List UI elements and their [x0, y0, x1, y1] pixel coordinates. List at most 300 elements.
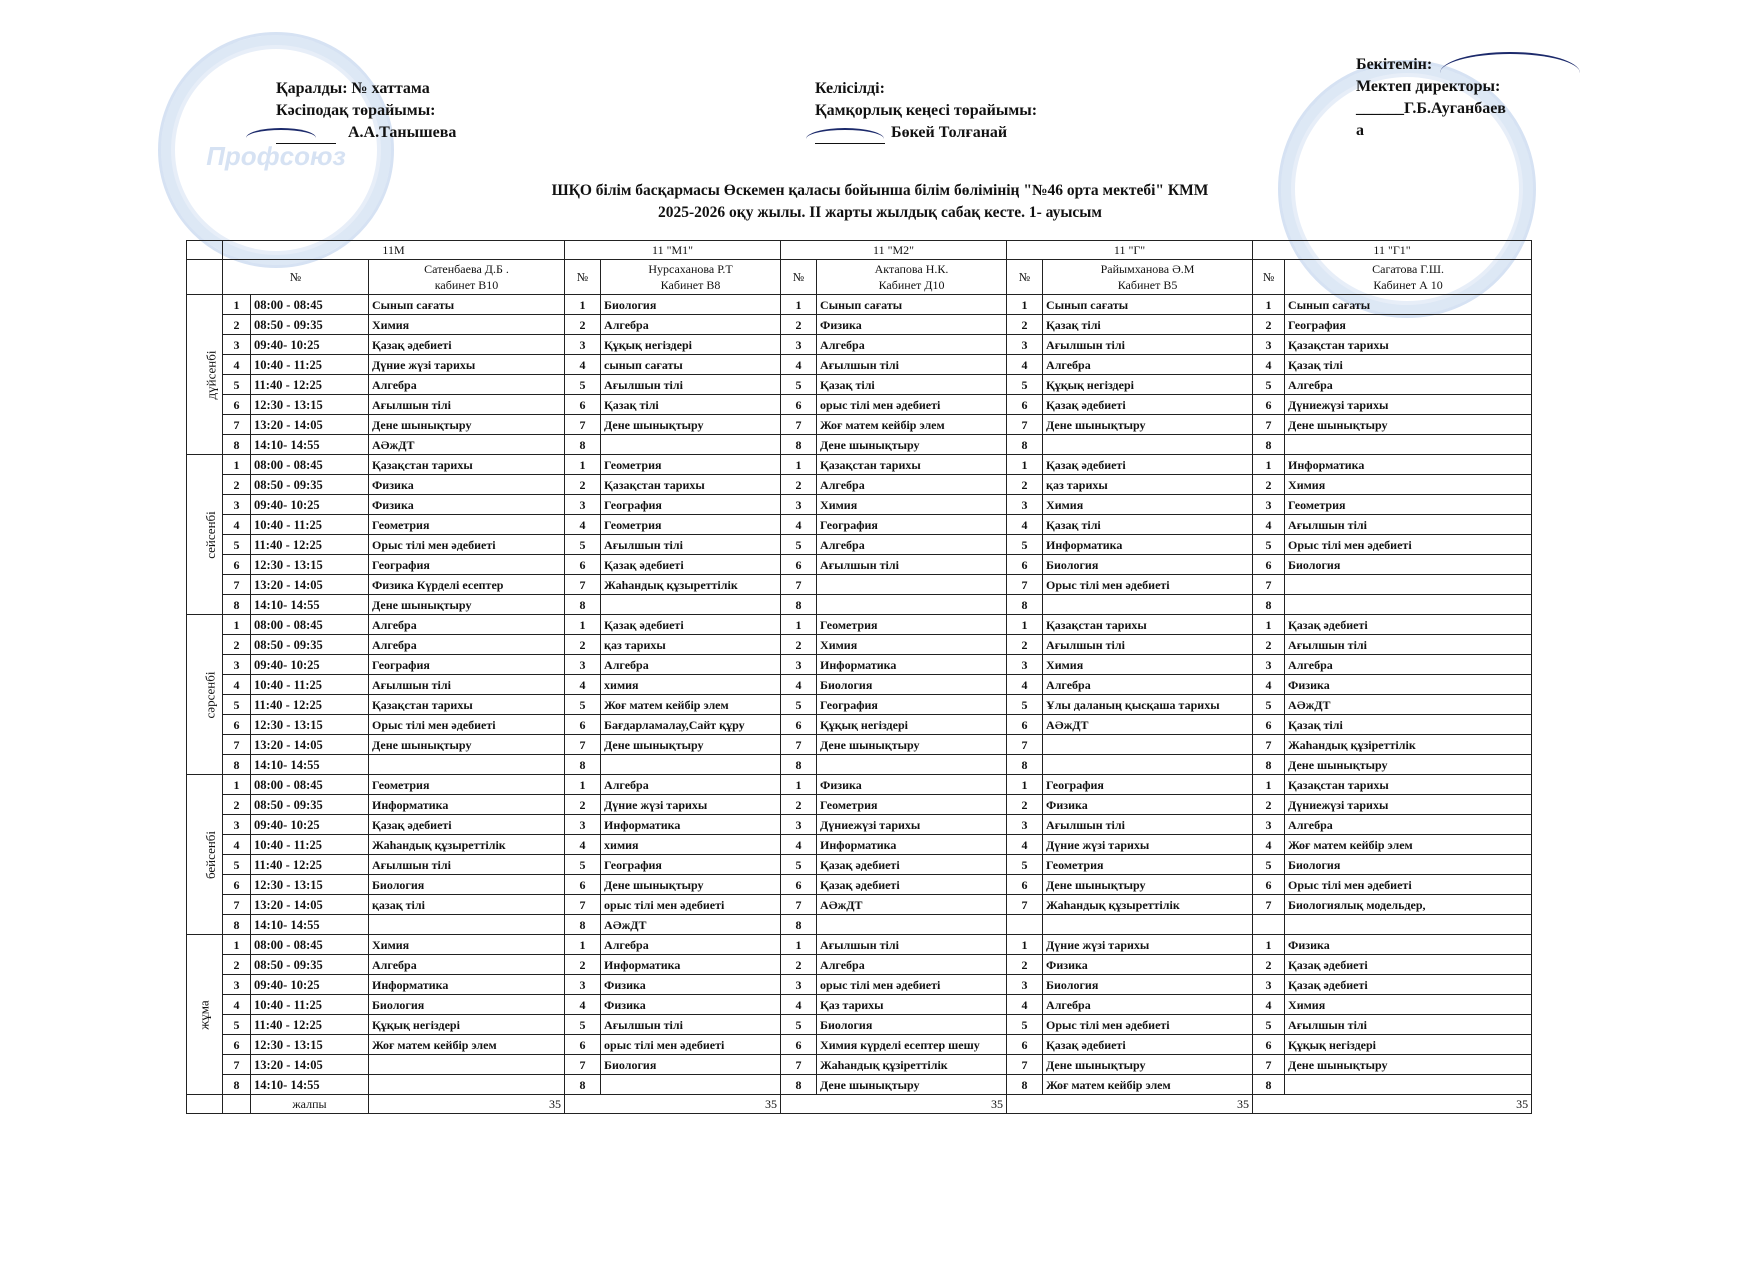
subject-cell: Информатика — [601, 815, 781, 835]
subject-cell: География — [601, 495, 781, 515]
lesson-number: 7 — [1007, 1055, 1043, 1075]
lesson-time: 13:20 - 14:05 — [251, 575, 369, 595]
corner-cell — [187, 260, 223, 295]
lesson-number: 8 — [1253, 1075, 1285, 1095]
subject-cell — [817, 575, 1007, 595]
lesson-time: 08:50 - 09:35 — [251, 475, 369, 495]
lesson-number: 6 — [1253, 395, 1285, 415]
day-name: сәрсенбі — [202, 671, 218, 718]
teacher-name: Актапова Н.К. — [874, 262, 949, 276]
subject-cell: Алгебра — [1285, 815, 1532, 835]
lesson-row — [187, 375, 1532, 395]
subject-cell: Құқық негіздері — [369, 1015, 565, 1035]
lesson-time: 10:40 - 11:25 — [251, 835, 369, 855]
class-teacher-room — [817, 260, 1007, 295]
subject-cell: химия — [601, 675, 781, 695]
subject-cell: Геометрия — [1285, 495, 1532, 515]
lesson-number: 5 — [1007, 1015, 1043, 1035]
lesson-time: 09:40- 10:25 — [251, 655, 369, 675]
subject-cell: Ағылшын тілі — [1043, 635, 1253, 655]
lesson-number: 3 — [1007, 655, 1043, 675]
lesson-number: 7 — [781, 575, 817, 595]
lesson-number: 3 — [1007, 815, 1043, 835]
subject-cell: Дене шынықтыру — [369, 735, 565, 755]
teacher-name: Нурсаханова Р.Т — [648, 262, 733, 276]
subject-cell: Жаһандық құзыреттілік — [369, 835, 565, 855]
subject-cell: Биология — [817, 675, 1007, 695]
subject-cell: Физика — [369, 475, 565, 495]
lesson-number: 7 — [223, 415, 251, 435]
day-cell — [187, 295, 223, 455]
subject-cell: Құқық негіздері — [1285, 1035, 1532, 1055]
subject-cell: Информатика — [1043, 535, 1253, 555]
lesson-number: 7 — [565, 1055, 601, 1075]
lesson-number: 8 — [781, 435, 817, 455]
signature-mark — [1440, 52, 1580, 94]
subject-cell: Ағылшын тілі — [1285, 1015, 1532, 1035]
lesson-time: 10:40 - 11:25 — [251, 995, 369, 1015]
class-name: 11 "Г1" — [1253, 241, 1532, 260]
subject-cell: Дүниежүзі тарихы — [1285, 795, 1532, 815]
lesson-number: 5 — [781, 535, 817, 555]
subject-cell: орыс тілі мен әдебиеті — [817, 395, 1007, 415]
lesson-number: 4 — [1253, 675, 1285, 695]
subject-cell: Информатика — [369, 975, 565, 995]
director-name-wrap: а — [1356, 122, 1364, 139]
board-chair-name: Бөкей Толғанай — [891, 124, 1008, 141]
lesson-number: 7 — [1253, 735, 1285, 755]
subject-cell: Сынып сағаты — [1285, 295, 1532, 315]
lesson-number: 8 — [565, 595, 601, 615]
subject-cell: Ағылшын тілі — [817, 555, 1007, 575]
lesson-number: 4 — [1007, 995, 1043, 1015]
subject-cell: Дене шынықтыру — [817, 1075, 1007, 1095]
lesson-number: 2 — [781, 955, 817, 975]
subject-cell: Ағылшын тілі — [817, 355, 1007, 375]
subject-cell: Қазақ әдебиеті — [601, 555, 781, 575]
subject-cell: Дене шынықтыру — [369, 415, 565, 435]
subject-cell: Физика — [369, 495, 565, 515]
lesson-number: 2 — [565, 315, 601, 335]
subject-cell: Алгебра — [601, 775, 781, 795]
subject-cell: Жоғ матем кейбір элем — [601, 695, 781, 715]
lesson-row — [187, 715, 1532, 735]
lesson-number: 2 — [781, 475, 817, 495]
lesson-time: 12:30 - 13:15 — [251, 395, 369, 415]
lesson-row — [187, 775, 1532, 795]
lesson-time: 08:50 - 09:35 — [251, 315, 369, 335]
lesson-number: 7 — [223, 895, 251, 915]
lesson-number: 5 — [1253, 375, 1285, 395]
lesson-number: 4 — [781, 515, 817, 535]
subject-cell: Геометрия — [601, 455, 781, 475]
subject-cell: Физика — [1043, 795, 1253, 815]
lesson-row — [187, 515, 1532, 535]
lesson-row — [187, 975, 1532, 995]
day-name: дүйсенбі — [203, 350, 219, 399]
lesson-number: 3 — [1253, 335, 1285, 355]
lesson-time: 14:10- 14:55 — [251, 595, 369, 615]
subject-cell — [601, 755, 781, 775]
lesson-row — [187, 955, 1532, 975]
subject-cell — [817, 595, 1007, 615]
subject-cell: Жаһандық құзіреттілік — [817, 1055, 1007, 1075]
lesson-number: 4 — [223, 995, 251, 1015]
lesson-row — [187, 915, 1532, 935]
teacher-name: Райымханова Ә.М — [1100, 262, 1195, 276]
subject-cell: География — [369, 555, 565, 575]
lesson-number: 6 — [223, 1035, 251, 1055]
subject-cell: Құқық негіздері — [1043, 375, 1253, 395]
subject-cell: Дене шынықтыру — [1043, 875, 1253, 895]
lesson-number: 4 — [565, 355, 601, 375]
subject-cell: қаз тарихы — [601, 635, 781, 655]
lesson-row — [187, 675, 1532, 695]
lesson-number: 8 — [223, 915, 251, 935]
lesson-number: 3 — [1253, 655, 1285, 675]
lesson-number: 4 — [781, 675, 817, 695]
subject-cell: Информатика — [817, 835, 1007, 855]
lesson-number: 1 — [781, 295, 817, 315]
subject-cell: Физика Күрделі есептер — [369, 575, 565, 595]
subject-cell: Биология — [369, 995, 565, 1015]
lesson-number: 7 — [223, 575, 251, 595]
lesson-number: 7 — [565, 575, 601, 595]
lesson-number: 8 — [781, 1075, 817, 1095]
subject-cell — [369, 915, 565, 935]
subject-cell: Қазақстан тарихы — [601, 475, 781, 495]
subject-cell: Химия — [1285, 995, 1532, 1015]
lesson-number: 6 — [781, 1035, 817, 1055]
subject-cell — [1043, 735, 1253, 755]
subject-cell: Ұлы даланың қысқаша тарихы — [1043, 695, 1253, 715]
lesson-number: 7 — [565, 895, 601, 915]
class-name-row — [187, 241, 1532, 260]
num-header: № — [223, 260, 369, 295]
subject-cell: Алгебра — [369, 635, 565, 655]
lesson-number: 3 — [781, 335, 817, 355]
subject-cell: Дене шынықтыру — [601, 735, 781, 755]
subject-cell: Физика — [1043, 955, 1253, 975]
subject-cell: Қазақ әдебиеті — [369, 335, 565, 355]
lesson-number: 4 — [223, 355, 251, 375]
lesson-number: 8 — [223, 1075, 251, 1095]
document-title — [470, 180, 1290, 224]
subject-cell: Ағылшын тілі — [601, 535, 781, 555]
lesson-row — [187, 355, 1532, 375]
lesson-number: 3 — [1253, 815, 1285, 835]
lesson-row — [187, 855, 1532, 875]
subject-cell: Дене шынықтыру — [1285, 755, 1532, 775]
subject-cell: Қазақстан тарихы — [369, 695, 565, 715]
subject-cell: Алгебра — [601, 935, 781, 955]
subject-cell: Геометрия — [817, 615, 1007, 635]
lesson-number: 6 — [223, 715, 251, 735]
lesson-number: 6 — [565, 715, 601, 735]
lesson-time: 08:00 - 08:45 — [251, 935, 369, 955]
subject-cell: Қазақ әдебиеті — [601, 615, 781, 635]
lesson-number: 4 — [565, 995, 601, 1015]
subject-cell: Алгебра — [817, 955, 1007, 975]
subject-cell — [1285, 575, 1532, 595]
lesson-number: 8 — [565, 1075, 601, 1095]
subject-cell: Алгебра — [601, 655, 781, 675]
lesson-number: 5 — [565, 535, 601, 555]
total-value: 35 — [1253, 1095, 1532, 1114]
subject-cell: орыс тілі мен әдебиеті — [601, 1035, 781, 1055]
subject-cell — [1043, 435, 1253, 455]
subject-cell: Қазақ әдебиеті — [817, 875, 1007, 895]
lesson-number: 6 — [1007, 875, 1043, 895]
lesson-number: 5 — [223, 375, 251, 395]
lesson-number: 6 — [781, 395, 817, 415]
subject-cell: Құқық негіздері — [601, 335, 781, 355]
lesson-number: 7 — [781, 895, 817, 915]
lesson-time: 10:40 - 11:25 — [251, 355, 369, 375]
lesson-number: 8 — [781, 755, 817, 775]
lesson-number: 4 — [565, 675, 601, 695]
lesson-number: 4 — [781, 355, 817, 375]
class-name: 11 "Г" — [1007, 241, 1253, 260]
lesson-time: 09:40- 10:25 — [251, 815, 369, 835]
lesson-number: 1 — [565, 295, 601, 315]
subject-cell: АӘжДТ — [817, 895, 1007, 915]
lesson-time: 11:40 - 12:25 — [251, 535, 369, 555]
lesson-number: 4 — [1007, 675, 1043, 695]
subject-cell — [1043, 915, 1253, 935]
subject-cell: Жоғ матем кейбір элем — [369, 1035, 565, 1055]
lesson-number: 2 — [781, 795, 817, 815]
subject-cell: Физика — [1285, 935, 1532, 955]
subject-cell: Қазақстан тарихы — [1285, 335, 1532, 355]
lesson-number: 4 — [1007, 515, 1043, 535]
lesson-row — [187, 875, 1532, 895]
subject-cell: Қазақ тілі — [601, 395, 781, 415]
lesson-number: 4 — [1007, 355, 1043, 375]
lesson-number: 1 — [565, 615, 601, 635]
lesson-number: 6 — [781, 875, 817, 895]
stamp-text: Профсоюз — [206, 140, 346, 171]
day-cell — [187, 935, 223, 1095]
lesson-number: 5 — [223, 1015, 251, 1035]
lesson-time: 13:20 - 14:05 — [251, 1055, 369, 1075]
subject-cell: Дене шынықтыру — [817, 435, 1007, 455]
subject-cell — [1285, 915, 1532, 935]
subject-cell: Химия — [1285, 475, 1532, 495]
lesson-number: 8 — [565, 915, 601, 935]
subject-cell: Жоғ матем кейбір элем — [1285, 835, 1532, 855]
subject-cell: Қазақстан тарихы — [817, 455, 1007, 475]
lesson-number: 2 — [1253, 315, 1285, 335]
subject-cell: Биология — [369, 875, 565, 895]
trade-union-chair-name: А.А.Танышева — [348, 124, 457, 141]
lesson-time: 08:00 - 08:45 — [251, 455, 369, 475]
lesson-row — [187, 555, 1532, 575]
approval-label: Бекітемін: — [1356, 56, 1433, 73]
lesson-number: 2 — [1253, 635, 1285, 655]
subject-cell: Информатика — [369, 795, 565, 815]
lesson-number: 1 — [1253, 295, 1285, 315]
lesson-number: 3 — [223, 975, 251, 995]
subject-cell: Ағылшын тілі — [601, 375, 781, 395]
lesson-number: 2 — [565, 955, 601, 975]
lesson-time: 13:20 - 14:05 — [251, 895, 369, 915]
subject-cell: Физика — [601, 995, 781, 1015]
lesson-time: 12:30 - 13:15 — [251, 875, 369, 895]
lesson-number: 3 — [565, 335, 601, 355]
lesson-number: 5 — [223, 535, 251, 555]
subject-cell — [601, 595, 781, 615]
lesson-number: 7 — [565, 735, 601, 755]
subject-cell: Геометрия — [1043, 855, 1253, 875]
subject-cell: Жаһандық құзіреттілік — [1285, 735, 1532, 755]
subject-cell: География — [817, 695, 1007, 715]
lesson-number: 5 — [781, 375, 817, 395]
subject-cell — [1043, 755, 1253, 775]
lesson-number: 8 — [223, 755, 251, 775]
total-row — [187, 1095, 1532, 1114]
total-value: 35 — [1007, 1095, 1253, 1114]
room-name: Кабинет В5 — [1117, 278, 1178, 292]
lesson-number: 1 — [1253, 615, 1285, 635]
subject-cell: Жаһандық құзыреттілік — [1043, 895, 1253, 915]
lesson-number: 6 — [1253, 1035, 1285, 1055]
lesson-row — [187, 395, 1532, 415]
lesson-number: 4 — [1253, 355, 1285, 375]
lesson-number: 2 — [1007, 635, 1043, 655]
lesson-number: 3 — [223, 655, 251, 675]
lesson-time: 13:20 - 14:05 — [251, 735, 369, 755]
lesson-row — [187, 415, 1532, 435]
lesson-row — [187, 295, 1532, 315]
lesson-number: 8 — [565, 435, 601, 455]
lesson-number: 3 — [1007, 975, 1043, 995]
lesson-time: 14:10- 14:55 — [251, 1075, 369, 1095]
total-value: 35 — [565, 1095, 781, 1114]
lesson-number: 8 — [1007, 435, 1043, 455]
lesson-number: 6 — [1007, 555, 1043, 575]
day-name: бейсенбі — [203, 830, 219, 879]
title-line-1: ШҚО білім басқармасы Өскемен қаласы бойынша білім бөлімінің "№46 орта мектебі" КММ — [551, 182, 1209, 199]
class-teacher-room — [601, 260, 781, 295]
subject-cell: Дене шынықтыру — [817, 735, 1007, 755]
agreement-label: Келісілді: — [815, 80, 885, 97]
lesson-number: 2 — [1253, 475, 1285, 495]
lesson-number: 7 — [1007, 415, 1043, 435]
lesson-number: 6 — [1253, 875, 1285, 895]
subject-cell — [1285, 595, 1532, 615]
subject-cell: Қазақ тілі — [1285, 355, 1532, 375]
total-value: 35 — [369, 1095, 565, 1114]
lesson-number: 5 — [1007, 535, 1043, 555]
lesson-number: 6 — [223, 875, 251, 895]
lesson-number: 4 — [1253, 515, 1285, 535]
lesson-time: 14:10- 14:55 — [251, 435, 369, 455]
lesson-row — [187, 575, 1532, 595]
class-teacher-room — [369, 260, 565, 295]
lesson-number: 4 — [1007, 835, 1043, 855]
subject-cell: Физика — [817, 775, 1007, 795]
lesson-number: 8 — [1253, 595, 1285, 615]
subject-cell: Биологиялық модельдер, — [1285, 895, 1532, 915]
lesson-number: 8 — [565, 755, 601, 775]
lesson-number: 7 — [781, 1055, 817, 1075]
subject-cell: Биология — [1285, 555, 1532, 575]
subject-cell: Алгебра — [1043, 675, 1253, 695]
lesson-time: 12:30 - 13:15 — [251, 555, 369, 575]
lesson-number: 7 — [781, 735, 817, 755]
lesson-number: 2 — [565, 475, 601, 495]
lesson-number: 1 — [1253, 455, 1285, 475]
lesson-number: 7 — [1253, 575, 1285, 595]
subject-cell: Қазақ әдебиеті — [1285, 955, 1532, 975]
director-name: ______Г.Б.Ауганбаев — [1356, 100, 1506, 117]
lesson-number: 4 — [565, 515, 601, 535]
subject-cell: Қазақ әдебиеті — [1043, 395, 1253, 415]
subject-cell: Қазақ тілі — [1043, 515, 1253, 535]
lesson-row — [187, 935, 1532, 955]
lesson-time: 12:30 - 13:15 — [251, 715, 369, 735]
lesson-time: 08:00 - 08:45 — [251, 295, 369, 315]
lesson-number: 3 — [565, 975, 601, 995]
lesson-number: 5 — [1253, 1015, 1285, 1035]
lesson-time: 11:40 - 12:25 — [251, 1015, 369, 1035]
subject-cell: География — [817, 515, 1007, 535]
lesson-number: 1 — [223, 935, 251, 955]
lesson-number: 7 — [1007, 575, 1043, 595]
lesson-number: 5 — [781, 1015, 817, 1035]
lesson-number: 2 — [781, 315, 817, 335]
subject-cell: Алгебра — [1043, 355, 1253, 375]
day-cell — [187, 615, 223, 775]
lesson-time: 10:40 - 11:25 — [251, 675, 369, 695]
lesson-number: 2 — [1253, 955, 1285, 975]
subject-cell: Алгебра — [601, 315, 781, 335]
lesson-row — [187, 1055, 1532, 1075]
lesson-number: 5 — [223, 855, 251, 875]
lesson-row — [187, 1075, 1532, 1095]
subject-cell: Ағылшын тілі — [1043, 335, 1253, 355]
subject-cell: Орыс тілі мен әдебиеті — [1043, 1015, 1253, 1035]
subject-cell: Биология — [1043, 555, 1253, 575]
subject-cell: Химия — [369, 315, 565, 335]
lesson-row — [187, 735, 1532, 755]
lesson-number: 2 — [1007, 955, 1043, 975]
lesson-number: 5 — [1007, 855, 1043, 875]
trade-union-chair-label: Кәсіподақ төрайымы: — [276, 102, 436, 119]
lesson-number: 7 — [1007, 735, 1043, 755]
subject-cell — [369, 1055, 565, 1075]
lesson-number: 5 — [1253, 535, 1285, 555]
lesson-number: 8 — [223, 435, 251, 455]
lesson-number: 3 — [781, 655, 817, 675]
subject-cell: Сынып сағаты — [369, 295, 565, 315]
subject-cell: Геометрия — [369, 775, 565, 795]
subject-cell: орыс тілі мен әдебиеті — [601, 895, 781, 915]
subject-cell: Дүниежүзі тарихы — [1285, 395, 1532, 415]
lesson-number: 1 — [1007, 295, 1043, 315]
lesson-row — [187, 1015, 1532, 1035]
lesson-time: 08:50 - 09:35 — [251, 635, 369, 655]
lesson-number: 6 — [1253, 715, 1285, 735]
lesson-number: 3 — [223, 495, 251, 515]
lesson-number: 3 — [565, 815, 601, 835]
subject-cell: химия — [601, 835, 781, 855]
lesson-number: 4 — [781, 995, 817, 1015]
subject-cell: Ағылшын тілі — [369, 855, 565, 875]
lesson-number: 5 — [781, 855, 817, 875]
subject-cell: Дүниежүзі тарихы — [817, 815, 1007, 835]
